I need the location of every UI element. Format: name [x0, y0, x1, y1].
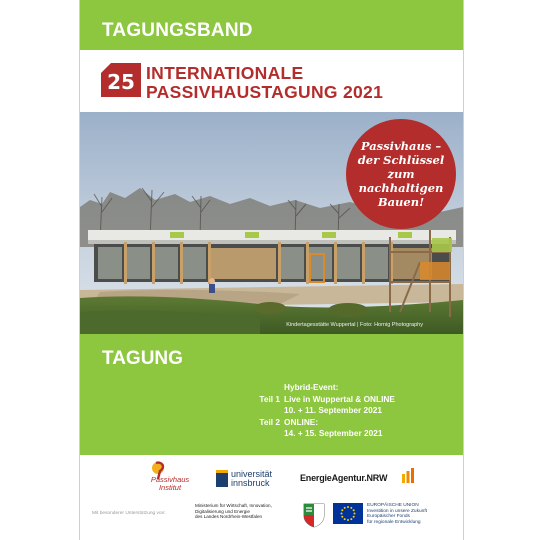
event-section	[80, 334, 463, 455]
band-title: TAGUNGSBAND	[102, 20, 253, 41]
eu-line4: für regionale Entwicklung	[367, 519, 421, 525]
eu-line3: Europäischer Fonds	[367, 514, 410, 519]
eu-text	[367, 503, 427, 525]
conference-title-line2: PASSIVHAUSTAGUNG 2021	[146, 82, 384, 102]
slogan-badge	[346, 119, 456, 229]
edition-number: 25	[107, 70, 135, 94]
pi-line1: Passivhaus	[150, 475, 190, 484]
slogan-line3: zum	[387, 167, 415, 181]
uibk-line1: universität	[231, 469, 273, 479]
support-text: Mit besonderer Unterstützung von:	[92, 511, 166, 516]
event-type: Hybrid-Event:	[284, 382, 339, 392]
nrw-coat-of-arms-icon	[302, 502, 326, 533]
part2-line2: 14. + 15. September 2021	[284, 428, 383, 438]
energieagentur-logo: EnergieAgentur.NRW	[300, 473, 388, 483]
conference-title-line1: INTERNATIONALE	[146, 63, 304, 83]
section-title: TAGUNG	[102, 348, 183, 369]
eu-line1: EUROPÄISCHE UNION	[367, 503, 419, 508]
conference-header	[80, 50, 463, 112]
conference-title	[146, 64, 383, 102]
ministry-text	[195, 503, 272, 520]
passivhaus-institut-text	[150, 476, 190, 492]
ministry-line3: des Landes Nordrhein-Westfalen	[195, 514, 263, 519]
part1-line1: Live in Wuppertal & ONLINE	[284, 393, 395, 404]
pi-line2: Institut	[158, 483, 182, 492]
eu-flag-icon	[333, 503, 363, 524]
edition-number-box	[101, 63, 141, 97]
slogan-line1: Passivhaus –	[360, 139, 442, 153]
ministry-line1: Ministerium für Wirtschaft, Innovation,	[195, 503, 272, 508]
energieagentur-icon	[401, 468, 417, 489]
slogan-line4: nachhaltigen	[358, 181, 444, 195]
part1-label: Teil 1	[259, 393, 280, 404]
part2-label: Teil 2	[259, 416, 280, 427]
eu-line2: Investition in unsere Zukunft	[367, 508, 427, 514]
part2-line1: ONLINE:	[284, 416, 319, 427]
slogan-line2: der Schlüssel	[357, 153, 445, 167]
photo-credit: Kindertagesstätte Wuppertal | Foto: Hornig Photography	[286, 322, 423, 328]
brochure-cover	[79, 0, 464, 540]
sponsor-logos	[80, 455, 463, 540]
ministry-line2: Digitalisierung und Energie	[195, 508, 250, 514]
part1-line2: 10. + 11. September 2021	[284, 405, 383, 415]
uibk-line2: innsbruck	[231, 478, 270, 488]
slogan-line5: Bauen!	[377, 195, 425, 209]
top-green-band	[80, 0, 463, 50]
